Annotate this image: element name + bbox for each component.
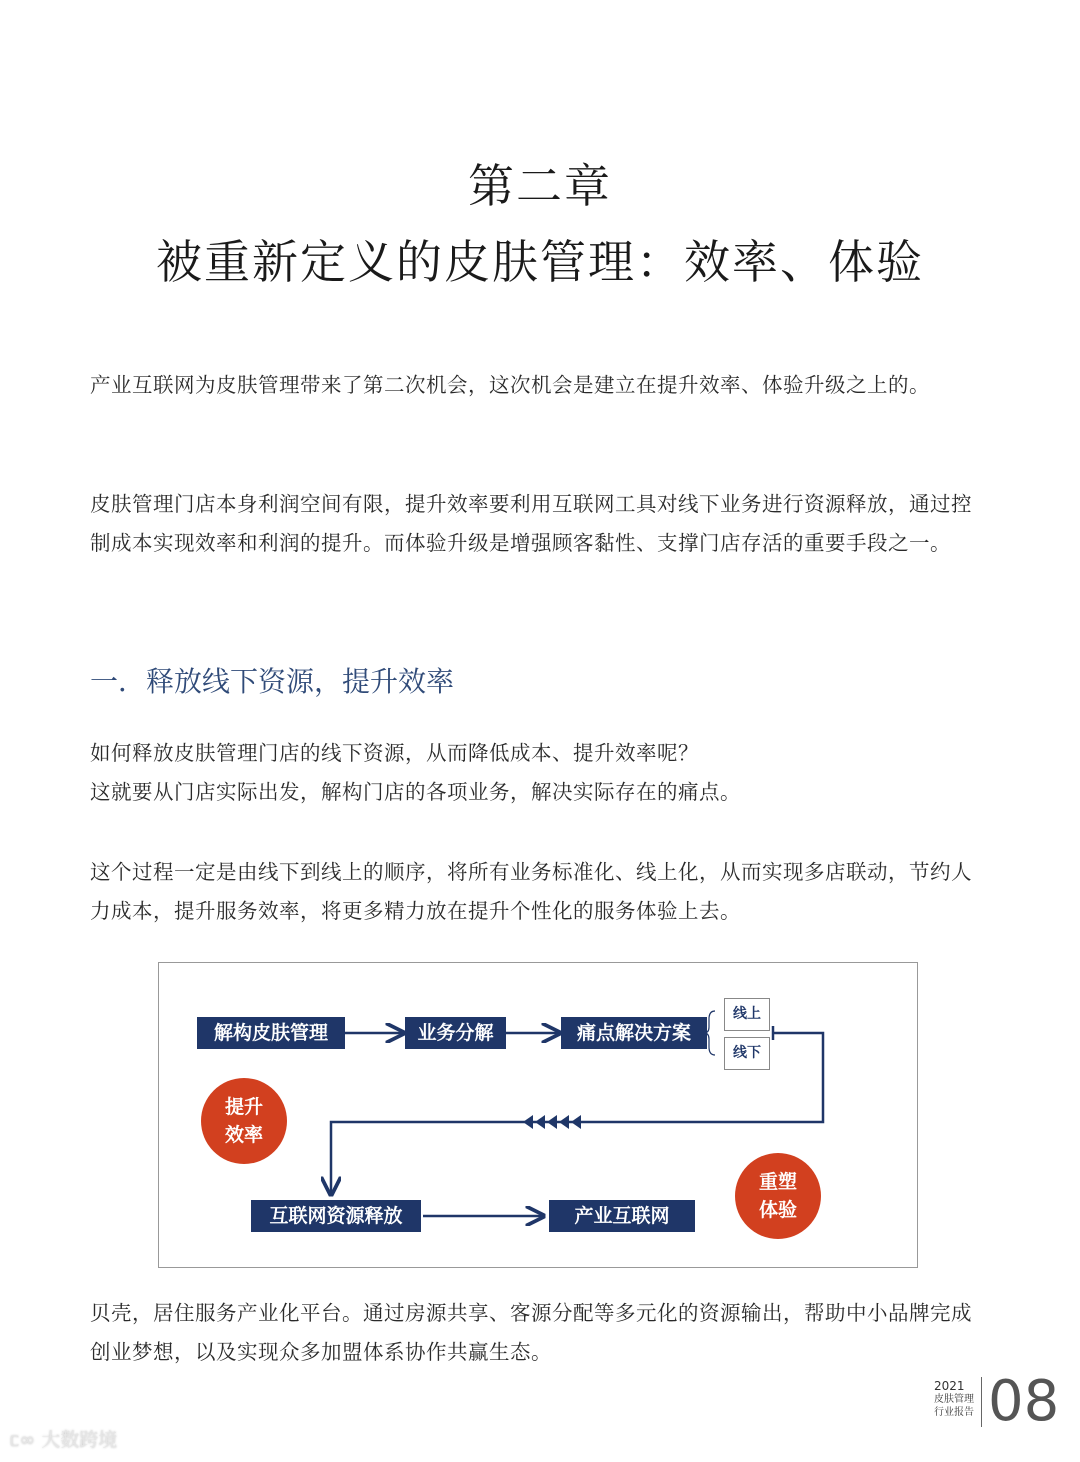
intro-paragraph: 皮肤管理门店本身利润空间有限，提升效率要利用互联网工具对线下业务进行资源释放，通过控制成本实现效率和利润的提升。而体验升级是增强顾客黏性、支撑门店存活的重要手段之一。 bbox=[90, 492, 972, 555]
step-breakdown: 业务分解 bbox=[405, 1017, 506, 1049]
offline-label: 线下 bbox=[724, 1037, 770, 1070]
section-paragraph: 这就要从门店实际出发，解构门店的各项业务，解决实际存在的痛点。 bbox=[90, 780, 741, 804]
footer-divider bbox=[981, 1377, 982, 1427]
section-paragraph: 这个过程一定是由线下到线上的顺序，将所有业务标准化、线上化，从而实现多店联动，节约人力成本，提升服务效率，将更多精力放在提升个性化的服务体验上去。 bbox=[90, 860, 972, 923]
chapter-label: 第二章 bbox=[468, 159, 612, 213]
step-industrial-internet: 产业互联网 bbox=[549, 1200, 695, 1232]
report-name: 皮肤管理 bbox=[934, 1394, 974, 1405]
watermark-text: 大数跨境 bbox=[41, 1429, 118, 1451]
report-year: 2021 bbox=[934, 1379, 965, 1393]
report-label bbox=[934, 1380, 974, 1419]
badge-text: 重塑 bbox=[758, 1171, 797, 1193]
page-number: 08 bbox=[988, 1369, 1060, 1434]
chevron-arrows bbox=[523, 1115, 581, 1129]
watermark-icon: ᥴ∞ bbox=[10, 1429, 42, 1451]
page-title: 被重新定义的皮肤管理：效率、体验 bbox=[156, 235, 924, 289]
intro-paragraph: 产业互联网为皮肤管理带来了第二次机会，这次机会是建立在提升效率、体验升级之上的。 bbox=[90, 373, 930, 397]
closing-paragraph: 贝壳，居住服务产业化平台。通过房源共享、客源分配等多元化的资源输出，帮助中小品牌完成创业梦想，以及实现众多加盟体系协作共赢生态。 bbox=[90, 1301, 972, 1364]
report-type: 行业报告 bbox=[934, 1407, 974, 1418]
step-resource-release: 互联网资源释放 bbox=[251, 1200, 421, 1232]
online-label: 线上 bbox=[724, 998, 770, 1031]
step-deconstruct: 解构皮肤管理 bbox=[197, 1017, 345, 1049]
watermark-logo bbox=[10, 1425, 117, 1452]
badge-text: 提升 bbox=[224, 1096, 263, 1118]
process-diagram bbox=[158, 962, 918, 1268]
badge-text: 效率 bbox=[224, 1124, 263, 1146]
badge-text: 体验 bbox=[758, 1199, 797, 1221]
step-solution: 痛点解决方案 bbox=[561, 1017, 707, 1049]
experience-badge bbox=[735, 1153, 821, 1239]
section-heading: 一．释放线下资源，提升效率 bbox=[90, 665, 455, 698]
efficiency-badge bbox=[201, 1078, 287, 1164]
section-paragraph: 如何释放皮肤管理门店的线下资源，从而降低成本、提升效率呢？ bbox=[90, 741, 699, 765]
